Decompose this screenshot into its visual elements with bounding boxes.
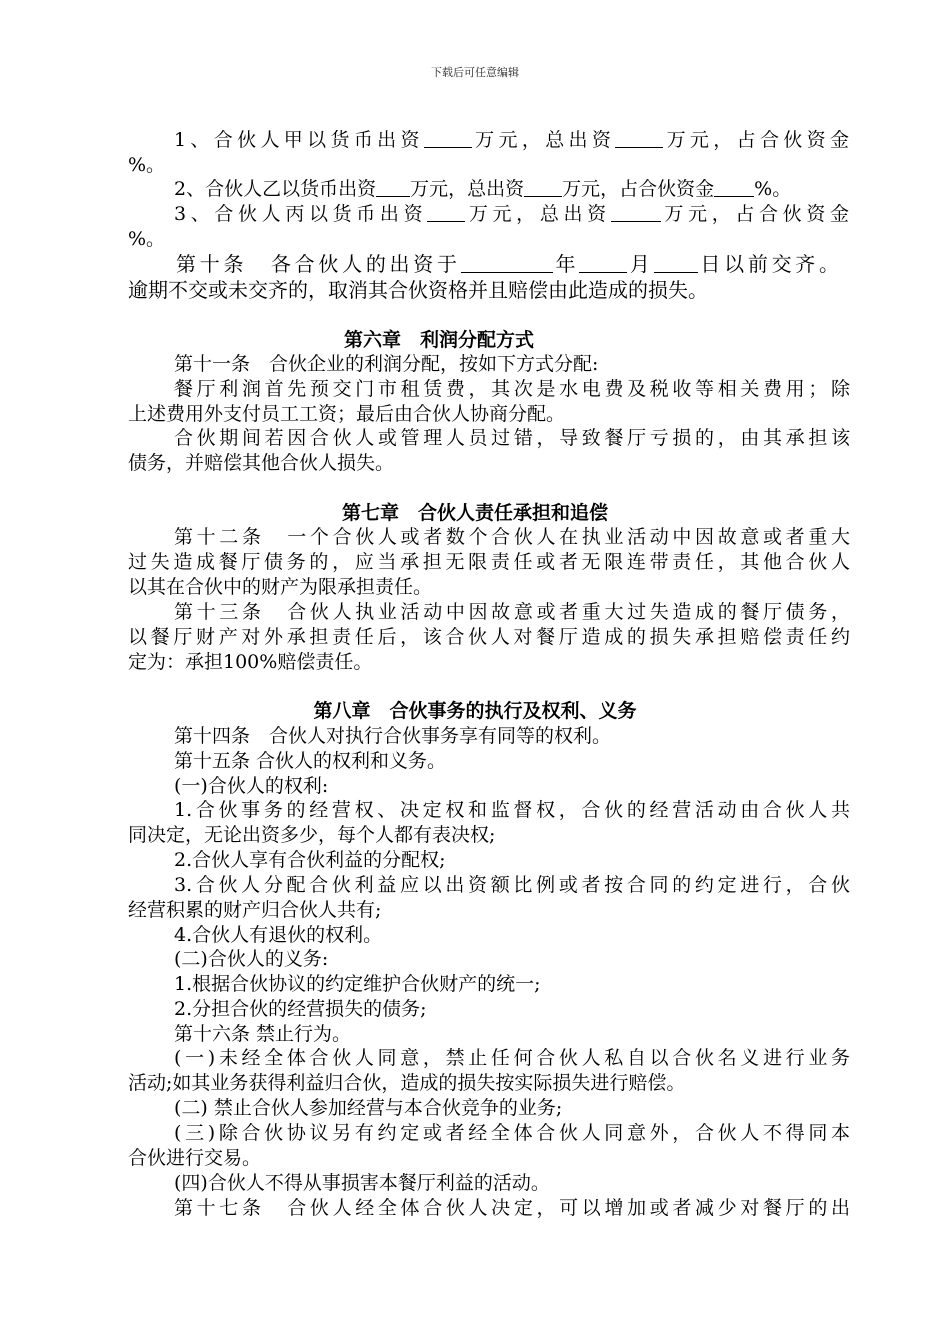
list-item-continued: 合伙进行交易。 xyxy=(128,1147,262,1169)
paragraph-line: 餐厅利润首先预交门市租赁费，其次是水电费及税收等相关费用；除 xyxy=(174,378,850,400)
article-17-line: 第十七条 合伙人经全体合伙人决定，可以增加或者减少对餐厅的出 xyxy=(174,1197,850,1219)
paragraph-line: 第十三条 合伙人执业活动中因故意或者重大过失造成的餐厅债务， xyxy=(174,601,850,623)
list-heading: (一)合伙人的权利: xyxy=(174,775,329,797)
blank-field xyxy=(424,129,472,148)
text-segment: 1、合伙人甲以货币出资 xyxy=(174,129,424,151)
blank-field xyxy=(611,203,661,222)
text-segment: 万元，占合伙资金 xyxy=(562,178,715,200)
list-item-continued: 活动;如其业务获得利益归合伙，造成的损失按实际损失进行赔偿。 xyxy=(128,1072,686,1094)
capital-line-3 xyxy=(174,202,850,226)
article-15-line: 第十五条 合伙人的权利和义务。 xyxy=(174,750,447,772)
text-segment: 万元，占合伙资金 xyxy=(663,129,850,151)
chapter-7-heading: 第七章 合伙人责任承担和追偿 xyxy=(341,502,608,524)
paragraph-line: 第十二条 一个合伙人或者数个合伙人在执业活动中因故意或者重大 xyxy=(174,526,850,548)
chapter-6-heading: 第六章 利润分配方式 xyxy=(343,329,534,351)
list-item: 2.合伙人享有合伙利益的分配权; xyxy=(174,849,446,871)
page-header: 下载后可任意编辑 xyxy=(431,66,519,79)
article-16-line: 第十六条 禁止行为。 xyxy=(174,1023,352,1045)
text-segment: %。 xyxy=(754,178,792,200)
text-segment: 2、合伙人 xyxy=(174,178,263,200)
chapter-8-heading: 第八章 合伙事务的执行及权利、义务 xyxy=(313,700,637,722)
blank-field xyxy=(461,254,553,273)
list-item: (三)除合伙协议另有约定或者经全体合伙人同意外，合伙人不得同本 xyxy=(174,1122,850,1144)
blank-field xyxy=(579,254,627,273)
article-10-line-2: 逾期不交或未交齐的，取消其合伙资格并且赔偿由此造成的损失。 xyxy=(128,278,708,302)
blank-field xyxy=(654,254,698,273)
capital-line-2 xyxy=(174,177,864,201)
paragraph-line: 以其在合伙中的财产为限承担责任。 xyxy=(128,576,433,598)
blank-field xyxy=(524,178,562,197)
list-item: (四)合伙人不得从事损害本餐厅利益的活动。 xyxy=(174,1172,550,1194)
text-segment: 以货币出资 xyxy=(281,178,377,200)
list-item-continued: 经营积累的财产归合伙人共有; xyxy=(128,899,382,921)
text-segment: 年 xyxy=(552,252,580,276)
percent-line-3: %。 xyxy=(128,228,166,250)
text-segment: 万元，总出资 xyxy=(410,178,525,200)
text-segment: 乙 xyxy=(262,178,282,200)
list-item: (一)未经全体合伙人同意，禁止任何合伙人私自以合伙名义进行业务 xyxy=(174,1047,850,1069)
blank-field xyxy=(427,203,465,222)
capital-line-1 xyxy=(174,128,850,152)
blank-field xyxy=(376,178,410,197)
article-10-line-1 xyxy=(176,252,840,276)
list-item: 3.合伙人分配合伙利益应以出资额比例或者按合同的约定进行，合伙 xyxy=(174,874,850,896)
paragraph-line: 定为：承担100%赔偿责任。 xyxy=(128,651,373,673)
text-segment: 万元，占合伙资金 xyxy=(660,203,850,225)
blank-field xyxy=(714,178,754,197)
paragraph-line: 债务，并赔偿其他合伙人损失。 xyxy=(128,452,395,474)
list-item: 4.合伙人有退伙的权利。 xyxy=(174,924,383,946)
list-item: 1.根据合伙协议的约定维护合伙财产的统一; xyxy=(174,973,541,995)
text-segment: 万元，总出资 xyxy=(471,129,616,151)
list-item: 1.合伙事务的经营权、决定权和监督权，合伙的经营活动由合伙人共 xyxy=(174,799,850,821)
paragraph-line: 过失造成餐厅债务的，应当承担无限责任或者无限连带责任，其他合伙人 xyxy=(128,551,850,573)
list-item-continued: 同决定，无论出资多少，每个人都有表决权; xyxy=(128,824,496,846)
text-segment: 月 xyxy=(627,252,654,276)
blank-field xyxy=(615,129,663,148)
list-item: (二) 禁止合伙人参加经营与本合伙竞争的业务; xyxy=(174,1097,563,1119)
text-segment: 第十条 各合伙人的出资于 xyxy=(176,252,461,276)
paragraph-line: 上述费用外支付员工工资；最后由合伙人协商分配。 xyxy=(128,403,566,425)
article-14-line: 第十四条 合伙人对执行合伙事务享有同等的权利。 xyxy=(174,725,612,747)
article-11-line: 第十一条 合伙企业的利润分配，按如下方式分配: xyxy=(174,353,599,375)
text-segment: 3、合伙人丙以货币出资 xyxy=(174,203,428,225)
text-segment: 万元，总出资 xyxy=(465,203,611,225)
list-heading: (二)合伙人的义务: xyxy=(174,948,329,970)
text-segment: 日以前交齐。 xyxy=(697,252,841,276)
list-item: 2.分担合伙的经营损失的债务; xyxy=(174,998,427,1020)
percent-line-1: %。 xyxy=(128,154,166,176)
paragraph-line: 合伙期间若因合伙人或管理人员过错，导致餐厅亏损的，由其承担该 xyxy=(174,427,850,449)
paragraph-line: 以餐厅财产对外承担责任后，该合伙人对餐厅造成的损失承担赔偿责任约 xyxy=(128,626,850,648)
